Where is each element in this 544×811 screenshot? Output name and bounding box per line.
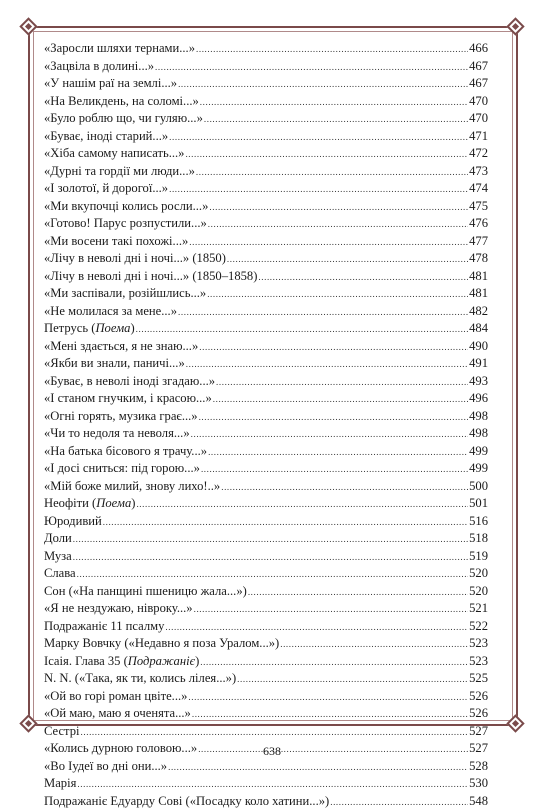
toc-entry (44, 495, 488, 513)
toc-entry-title: «Заросли шляхи тернами...» (44, 40, 195, 58)
toc-entry-page: 523 (469, 653, 488, 671)
toc-entry-title: «На Великдень, на соломі...» (44, 93, 199, 111)
toc-entry-title: «Лічу в неволі дні і ночі...» (1850–1858) (44, 268, 257, 286)
toc-entry-page: 477 (469, 233, 488, 251)
toc-entry-title: Юродивий (44, 513, 102, 531)
toc-entry (44, 40, 488, 58)
toc-entry-page: 519 (469, 548, 488, 566)
dot-leader (200, 94, 468, 112)
toc-entry-page: 530 (469, 775, 488, 793)
toc-entry-page: 520 (469, 565, 488, 583)
toc-entry-title: «Буває, в неволі іноді згадаю...» (44, 373, 215, 391)
toc-entry (44, 373, 488, 391)
dot-leader (136, 496, 468, 514)
toc-entry-page: 501 (469, 495, 488, 513)
dot-leader (191, 426, 468, 444)
toc-entry (44, 425, 488, 443)
toc-entry (44, 775, 488, 793)
toc-entry-page: 467 (469, 75, 488, 93)
toc-entry (44, 758, 488, 776)
toc-entry-title: «Мені здається, я не знаю...» (44, 338, 198, 356)
toc-entry-page: 466 (469, 40, 488, 58)
toc-entry-title: «Хіба самому написать...» (44, 145, 184, 163)
toc-entry-page: 470 (469, 93, 488, 111)
toc-entry-title: «Мій боже милий, знову лихо!..» (44, 478, 220, 496)
toc-entry-page: 484 (469, 320, 488, 338)
toc-entry (44, 618, 488, 636)
toc-entry-title: N. N. («Така, як ти, колись лілея...») (44, 670, 236, 688)
toc-entry-title: «Готово! Парус розпустили...» (44, 215, 207, 233)
dot-leader (204, 111, 468, 129)
dot-leader (216, 374, 468, 392)
dot-leader (73, 531, 468, 549)
toc-entry-title: Слава (44, 565, 76, 583)
toc-entry (44, 653, 488, 671)
toc-entry-title: «Ой маю, маю я оченята...» (44, 705, 191, 723)
toc-entry-page: 500 (469, 478, 488, 496)
toc-entry (44, 688, 488, 706)
dot-leader (185, 146, 468, 164)
toc-entry-page: 516 (469, 513, 488, 531)
toc-entry-page: 490 (469, 338, 488, 356)
dot-leader (201, 461, 468, 479)
toc-entry-title: «Колись дурною головою...» (44, 740, 197, 758)
toc-entry-page: 493 (469, 373, 488, 391)
toc-entry (44, 163, 488, 181)
toc-entry-page: 523 (469, 635, 488, 653)
toc-entry (44, 408, 488, 426)
toc-entry-page: 481 (469, 285, 488, 303)
toc-entry-page: 518 (469, 530, 488, 548)
toc-entry-title: Сестрі (44, 723, 80, 741)
dot-leader (200, 654, 468, 672)
toc-entry (44, 338, 488, 356)
toc-entry-page: 470 (469, 110, 488, 128)
dot-leader (192, 706, 468, 724)
toc-entry (44, 565, 488, 583)
toc-entry (44, 233, 488, 251)
toc-entry-page: 478 (469, 250, 488, 268)
toc-entry-title: «Чи то недоля та неволя...» (44, 425, 190, 443)
dot-leader (194, 601, 469, 619)
toc-entry-page: 521 (469, 600, 488, 618)
toc-entry (44, 180, 488, 198)
toc-entry (44, 198, 488, 216)
toc-entry-title: «Буває, іноді старий...» (44, 128, 168, 146)
dot-leader (103, 514, 468, 532)
toc-entry-page: 481 (469, 268, 488, 286)
toc-entry-title: Муза (44, 548, 72, 566)
toc-entry-page: 475 (469, 198, 488, 216)
toc-entry (44, 705, 488, 723)
toc-entry-title: Петрусь (Поема) (44, 320, 135, 338)
toc-entry-title: «Ми восени такі похожі...» (44, 233, 188, 251)
dot-leader (169, 129, 468, 147)
toc-entry-page: 467 (469, 58, 488, 76)
dot-leader (209, 199, 468, 217)
dot-leader (237, 671, 468, 689)
toc-entry (44, 443, 488, 461)
toc-entry-page: 476 (469, 215, 488, 233)
toc-entry (44, 355, 488, 373)
toc-entry-title: «Я не нездужаю, нівроку...» (44, 600, 193, 618)
toc-entry (44, 530, 488, 548)
toc-entry-page: 491 (469, 355, 488, 373)
dot-leader (330, 794, 468, 811)
dot-leader (199, 409, 469, 427)
table-of-contents (44, 40, 488, 810)
dot-leader (196, 164, 468, 182)
toc-entry (44, 250, 488, 268)
toc-entry (44, 75, 488, 93)
toc-entry-title: «Зацвіла в долині...» (44, 58, 154, 76)
toc-entry (44, 128, 488, 146)
toc-entry-title: Неофіти (Поема) (44, 495, 135, 513)
page-number: 638 (0, 744, 544, 759)
toc-entry-page: 496 (469, 390, 488, 408)
dot-leader (196, 41, 468, 59)
toc-entry (44, 670, 488, 688)
toc-entry (44, 793, 488, 811)
dot-leader (221, 479, 468, 497)
toc-entry-title: «Було роблю що, чи гуляю...» (44, 110, 203, 128)
toc-entry-page: 471 (469, 128, 488, 146)
toc-entry (44, 58, 488, 76)
dot-leader (207, 286, 468, 304)
toc-entry-title: Подражаніє 11 псалму (44, 618, 164, 636)
toc-entry-page: 520 (469, 583, 488, 601)
toc-entry-title: Подражаніє Едуарду Сові («Посадку коло хатини...») (44, 793, 329, 811)
toc-entry (44, 320, 488, 338)
toc-entry-page: 474 (469, 180, 488, 198)
toc-entry-page: 473 (469, 163, 488, 181)
toc-entry-page: 482 (469, 303, 488, 321)
toc-entry (44, 600, 488, 618)
dot-leader (136, 321, 468, 339)
toc-entry (44, 215, 488, 233)
toc-entry-page: 527 (469, 723, 488, 741)
toc-entry-page: 499 (469, 460, 488, 478)
toc-entry (44, 390, 488, 408)
toc-entry-title: «І золотої, й дорогої...» (44, 180, 168, 198)
toc-entry (44, 285, 488, 303)
toc-entry-title: Марія (44, 775, 76, 793)
toc-entry-title: «Ми вкупочці колись росли...» (44, 198, 208, 216)
toc-entry-title: «Дурні та гордії ми люди...» (44, 163, 195, 181)
dot-leader (168, 759, 468, 777)
toc-entry (44, 93, 488, 111)
toc-entry-page: 499 (469, 443, 488, 461)
toc-entry-page: 525 (469, 670, 488, 688)
toc-entry (44, 513, 488, 531)
toc-entry-title: «Лічу в неволі дні і ночі...» (1850) (44, 250, 226, 268)
toc-entry (44, 145, 488, 163)
toc-entry (44, 268, 488, 286)
toc-entry (44, 548, 488, 566)
dot-leader (77, 566, 468, 584)
dot-leader (186, 356, 468, 374)
toc-entry-page: 526 (469, 688, 488, 706)
toc-entry (44, 635, 488, 653)
toc-entry-page: 526 (469, 705, 488, 723)
toc-entry (44, 110, 488, 128)
dot-leader (81, 724, 469, 742)
toc-entry-title: «У нашім раї на землі...» (44, 75, 177, 93)
toc-entry-title: «Ой во горі роман цвіте...» (44, 688, 187, 706)
toc-entry-title: «Огні горять, музика грає...» (44, 408, 198, 426)
toc-entry-title: «І досі сниться: під горою...» (44, 460, 200, 478)
dot-leader (258, 269, 468, 287)
toc-entry-title: «І станом гнучким, і красою...» (44, 390, 212, 408)
toc-entry (44, 460, 488, 478)
toc-entry-page: 522 (469, 618, 488, 636)
toc-entry-title: «Во Іудеї во дні они...» (44, 758, 167, 776)
dot-leader (155, 59, 468, 77)
toc-entry-page: 528 (469, 758, 488, 776)
dot-leader (213, 391, 468, 409)
toc-entry-page: 498 (469, 408, 488, 426)
dot-leader (280, 636, 468, 654)
toc-entry (44, 478, 488, 496)
dot-leader (178, 304, 468, 322)
dot-leader (165, 619, 468, 637)
toc-entry (44, 583, 488, 601)
toc-entry-title: «На батька бісового я трачу...» (44, 443, 207, 461)
toc-entry-title: «Якби ви знали, паничі...» (44, 355, 185, 373)
dot-leader (208, 216, 468, 234)
toc-entry-title: «Не молилася за мене...» (44, 303, 177, 321)
toc-entry-title: Ісаія. Глава 35 (Подражаніє) (44, 653, 199, 671)
toc-entry (44, 303, 488, 321)
dot-leader (77, 776, 468, 794)
toc-entry-title: Сон («На панщині пшеницю жала...») (44, 583, 247, 601)
toc-entry (44, 723, 488, 741)
dot-leader (178, 76, 468, 94)
dot-leader (73, 549, 468, 567)
toc-entry-title: «Ми заспівали, розійшлись...» (44, 285, 206, 303)
dot-leader (189, 234, 468, 252)
toc-entry-page: 548 (469, 793, 488, 811)
toc-entry-page: 527 (469, 740, 488, 758)
dot-leader (199, 339, 468, 357)
dot-leader (227, 251, 468, 269)
dot-leader (248, 584, 468, 602)
dot-leader (188, 689, 468, 707)
toc-entry-title: Доли (44, 530, 72, 548)
dot-leader (208, 444, 468, 462)
toc-entry-page: 498 (469, 425, 488, 443)
dot-leader (169, 181, 468, 199)
toc-entry-title: Марку Вовчку («Недавно я поза Уралом...») (44, 635, 279, 653)
toc-entry-page: 472 (469, 145, 488, 163)
